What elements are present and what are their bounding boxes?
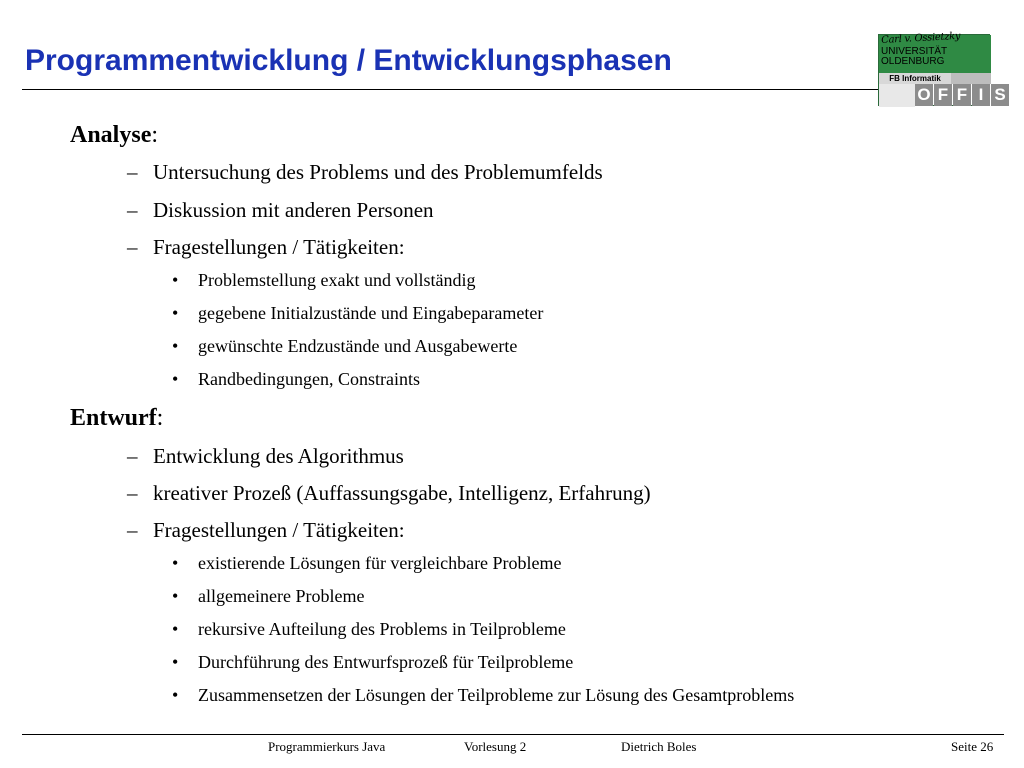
bullet-marker: •: [172, 586, 179, 606]
list-item-text: Fragestellungen / Tätigkeiten:: [153, 518, 405, 542]
footer-lecture: Vorlesung 2: [464, 739, 527, 754]
list-item-text: Entwicklung des Algorithmus: [153, 444, 404, 468]
logo-offis: [915, 84, 1010, 106]
list-item-text: Fragestellungen / Tätigkeiten:: [153, 235, 405, 259]
bullet-marker: •: [172, 685, 179, 705]
logo-offis-letter: O: [915, 84, 933, 106]
bullet-marker: •: [172, 336, 179, 356]
sub-list-item-text: Randbedingungen, Constraints: [198, 369, 420, 389]
sub-list-item-text: Zusammensetzen der Lösungen der Teilprobleme zur Lösung des Gesamtproblems: [198, 685, 795, 705]
section-heading-entwurf: [70, 406, 163, 430]
dash-marker: –: [127, 235, 138, 259]
sub-list-item-text: Durchführung des Entwurfsprozeß für Teilprobleme: [198, 652, 574, 672]
title-divider: [22, 89, 880, 90]
sub-list-item-text: rekursive Aufteilung des Problems in Teilprobleme: [198, 619, 566, 639]
footer-page-number: Seite 26: [951, 739, 994, 754]
footer-course: Programmierkurs Java: [268, 739, 386, 754]
sub-list-item-text: existierende Lösungen für vergleichbare Probleme: [198, 553, 562, 573]
sub-list-item-text: allgemeinere Probleme: [198, 586, 365, 606]
logo-grey-strip: [951, 73, 991, 84]
sub-list-item-text: gegebene Initialzustände und Eingabeparameter: [198, 303, 544, 323]
dash-marker: –: [127, 444, 138, 468]
footer-author: Dietrich Boles: [621, 739, 697, 754]
section-heading-text: Analyse: [70, 122, 152, 148]
sub-list-item-text: gewünschte Endzustände und Ausgabewerte: [198, 336, 518, 356]
logo-light-block: [879, 84, 915, 107]
section-heading-colon: :: [156, 405, 164, 431]
slide-title: Programmentwicklung / Entwicklungsphasen: [25, 44, 672, 77]
logo-offis-letter: I: [972, 84, 990, 106]
bullet-marker: •: [172, 303, 179, 323]
logo-offis-letter: F: [953, 84, 971, 106]
list-item-text: kreativer Prozeß (Auffassungsgabe, Intelligenz, Erfahrung): [153, 481, 651, 505]
list-item-text: Diskussion mit anderen Personen: [153, 198, 434, 222]
section-heading-analyse: [70, 123, 158, 147]
dash-marker: –: [127, 160, 138, 184]
bullet-marker: •: [172, 553, 179, 573]
bullet-marker: •: [172, 270, 179, 290]
logo-offis-letter: F: [934, 84, 952, 106]
bullet-marker: •: [172, 652, 179, 672]
logo-offis-letter: S: [991, 84, 1009, 106]
sub-list-item-text: Problemstellung exakt und vollständig: [198, 270, 476, 290]
dash-marker: –: [127, 518, 138, 542]
university-logo: [878, 30, 1006, 106]
footer-divider: [22, 734, 1004, 735]
section-heading-colon: :: [151, 122, 159, 148]
section-heading-text: Entwurf: [70, 405, 157, 431]
logo-university-line1: UNIVERSITÄT: [881, 46, 948, 57]
bullet-marker: •: [172, 619, 179, 639]
dash-marker: –: [127, 198, 138, 222]
logo-university-line2: OLDENBURG: [881, 56, 945, 67]
logo-signature: Carl v. Ossietzky: [881, 30, 961, 46]
list-item-text: Untersuchung des Problems und des Problemumfelds: [153, 160, 603, 184]
bullet-marker: •: [172, 369, 179, 389]
logo-department: FB Informatik: [879, 73, 951, 84]
dash-marker: –: [127, 481, 138, 505]
